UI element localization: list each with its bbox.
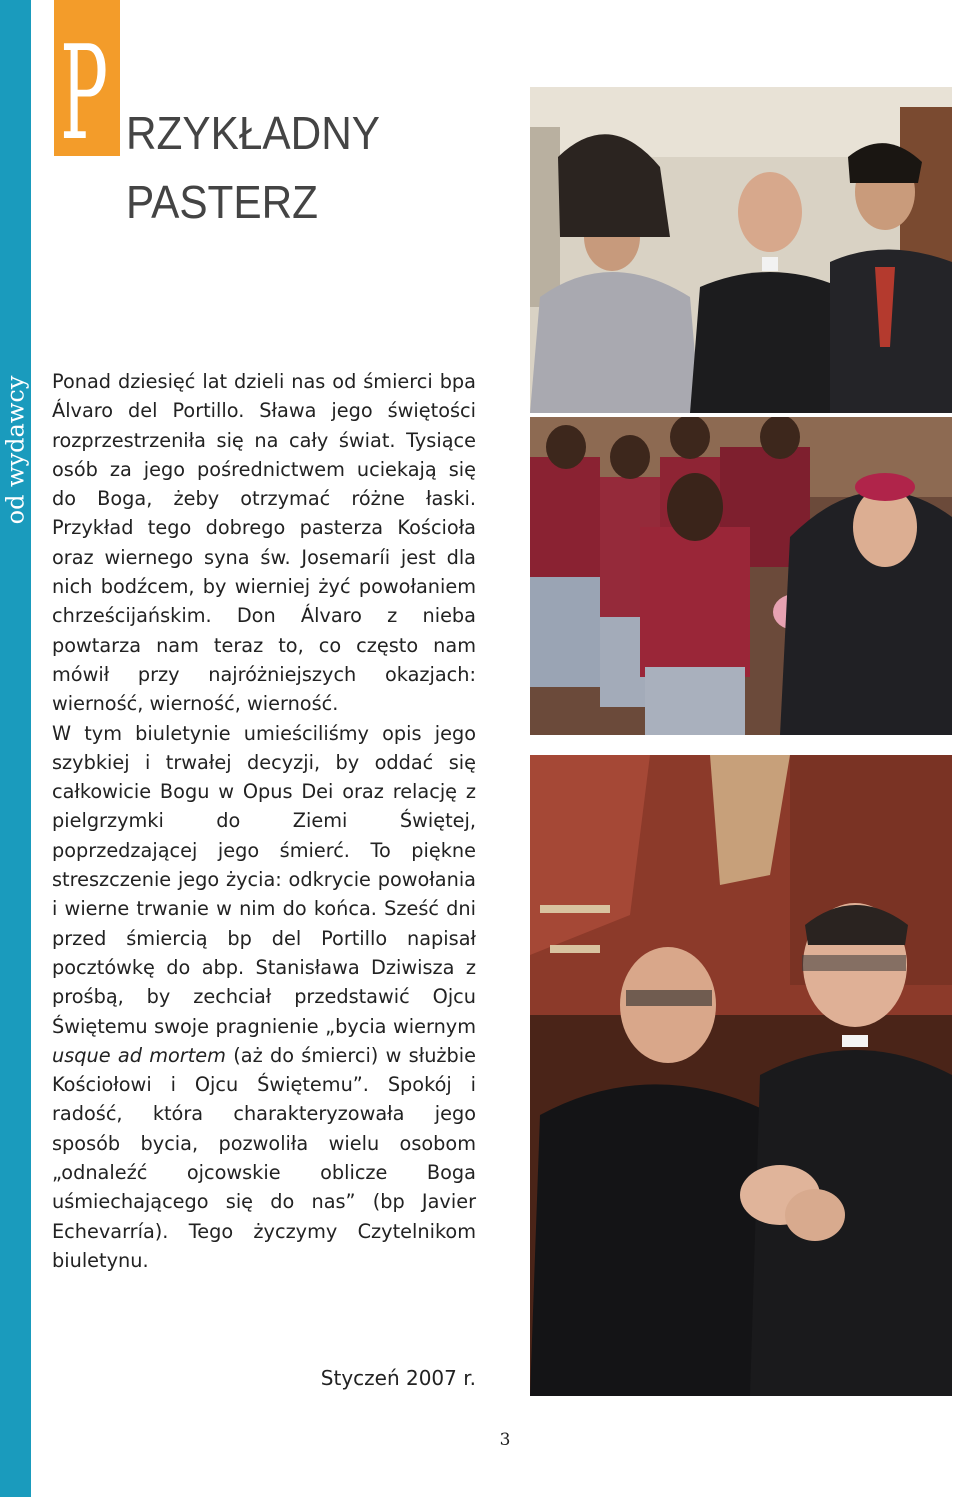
sidebar-band [0, 0, 31, 1497]
title-line-2: PASTERZ [126, 176, 319, 228]
drop-cap-box [54, 0, 120, 156]
title-line-1: RZYKŁADNY [126, 107, 380, 159]
photo-two-priests-image [530, 755, 952, 1396]
article-title [54, 0, 494, 240]
drop-cap-letter: P [60, 17, 109, 156]
photo-children-flowers [530, 417, 952, 735]
photo-group-portrait-image [530, 87, 952, 413]
paragraph-2 [52, 719, 476, 1276]
paragraph-2-part-2: (aż do śmierci) w służbie Kościołowi i Ojcu Świętemu”. Spokój i radość, która charakteryzowała jego sposób bycia, pozwoliła wielu osobom „odnaleźć ojcowskie oblicze Boga uśmiechającego się do nas” (bp Javier Echevarría). Tego życzymy Czytelnikom biuletynu. [52, 1043, 476, 1272]
article-body [52, 367, 476, 1275]
date-signature: Styczeń 2007 r. [320, 1366, 476, 1390]
photo-two-priests [530, 755, 952, 1396]
photo-group-portrait [530, 87, 952, 413]
section-label [0, 360, 31, 540]
section-label-text: od wydawcy [1, 375, 30, 525]
paragraph-1: Ponad dziesięć lat dzieli nas od śmierci bpa Álvaro del Portillo. Sława jego świętości rozprzestrzeniła się na cały świat. Tysiące osób za jego pośrednictwem uciekają się do Boga, żeby otrzymać różne łaski. Przykład tego dobrego pasterza Kościoła oraz wiernego syna św. Josemaríi jest dla nich bodźcem, by wierniej żyć powołaniem chrześcijańskim. Don Álvaro z nieba powtarza nam teraz to, co często nam mówił przy najróżniejszych okazjach: wierność, wierność, wierność. [52, 370, 476, 716]
photo-children-flowers-image [530, 417, 952, 735]
page-number: 3 [499, 1430, 511, 1450]
latin-phrase: usque ad mortem [52, 1043, 226, 1067]
paragraph-2-part-1: W tym biuletynie umieściliśmy opis jego szybkiej i trwałej decyzji, by oddać się całkowicie Bogu w Opus Dei oraz relację z pielgrzymki do Ziemi Świętej, poprzedzającej jego śmierć. To piękne streszczenie jego życia: odkrycie powołania i wierne trwanie w nim do końca. Sześć dni przed śmiercią bp del Portillo napisał pocztówkę do abp. Stanisława Dziwisza z prośbą, by zechciał przedstawić Ojcu Świętemu swoje pragnienie „bycia wiernym [52, 721, 476, 1038]
